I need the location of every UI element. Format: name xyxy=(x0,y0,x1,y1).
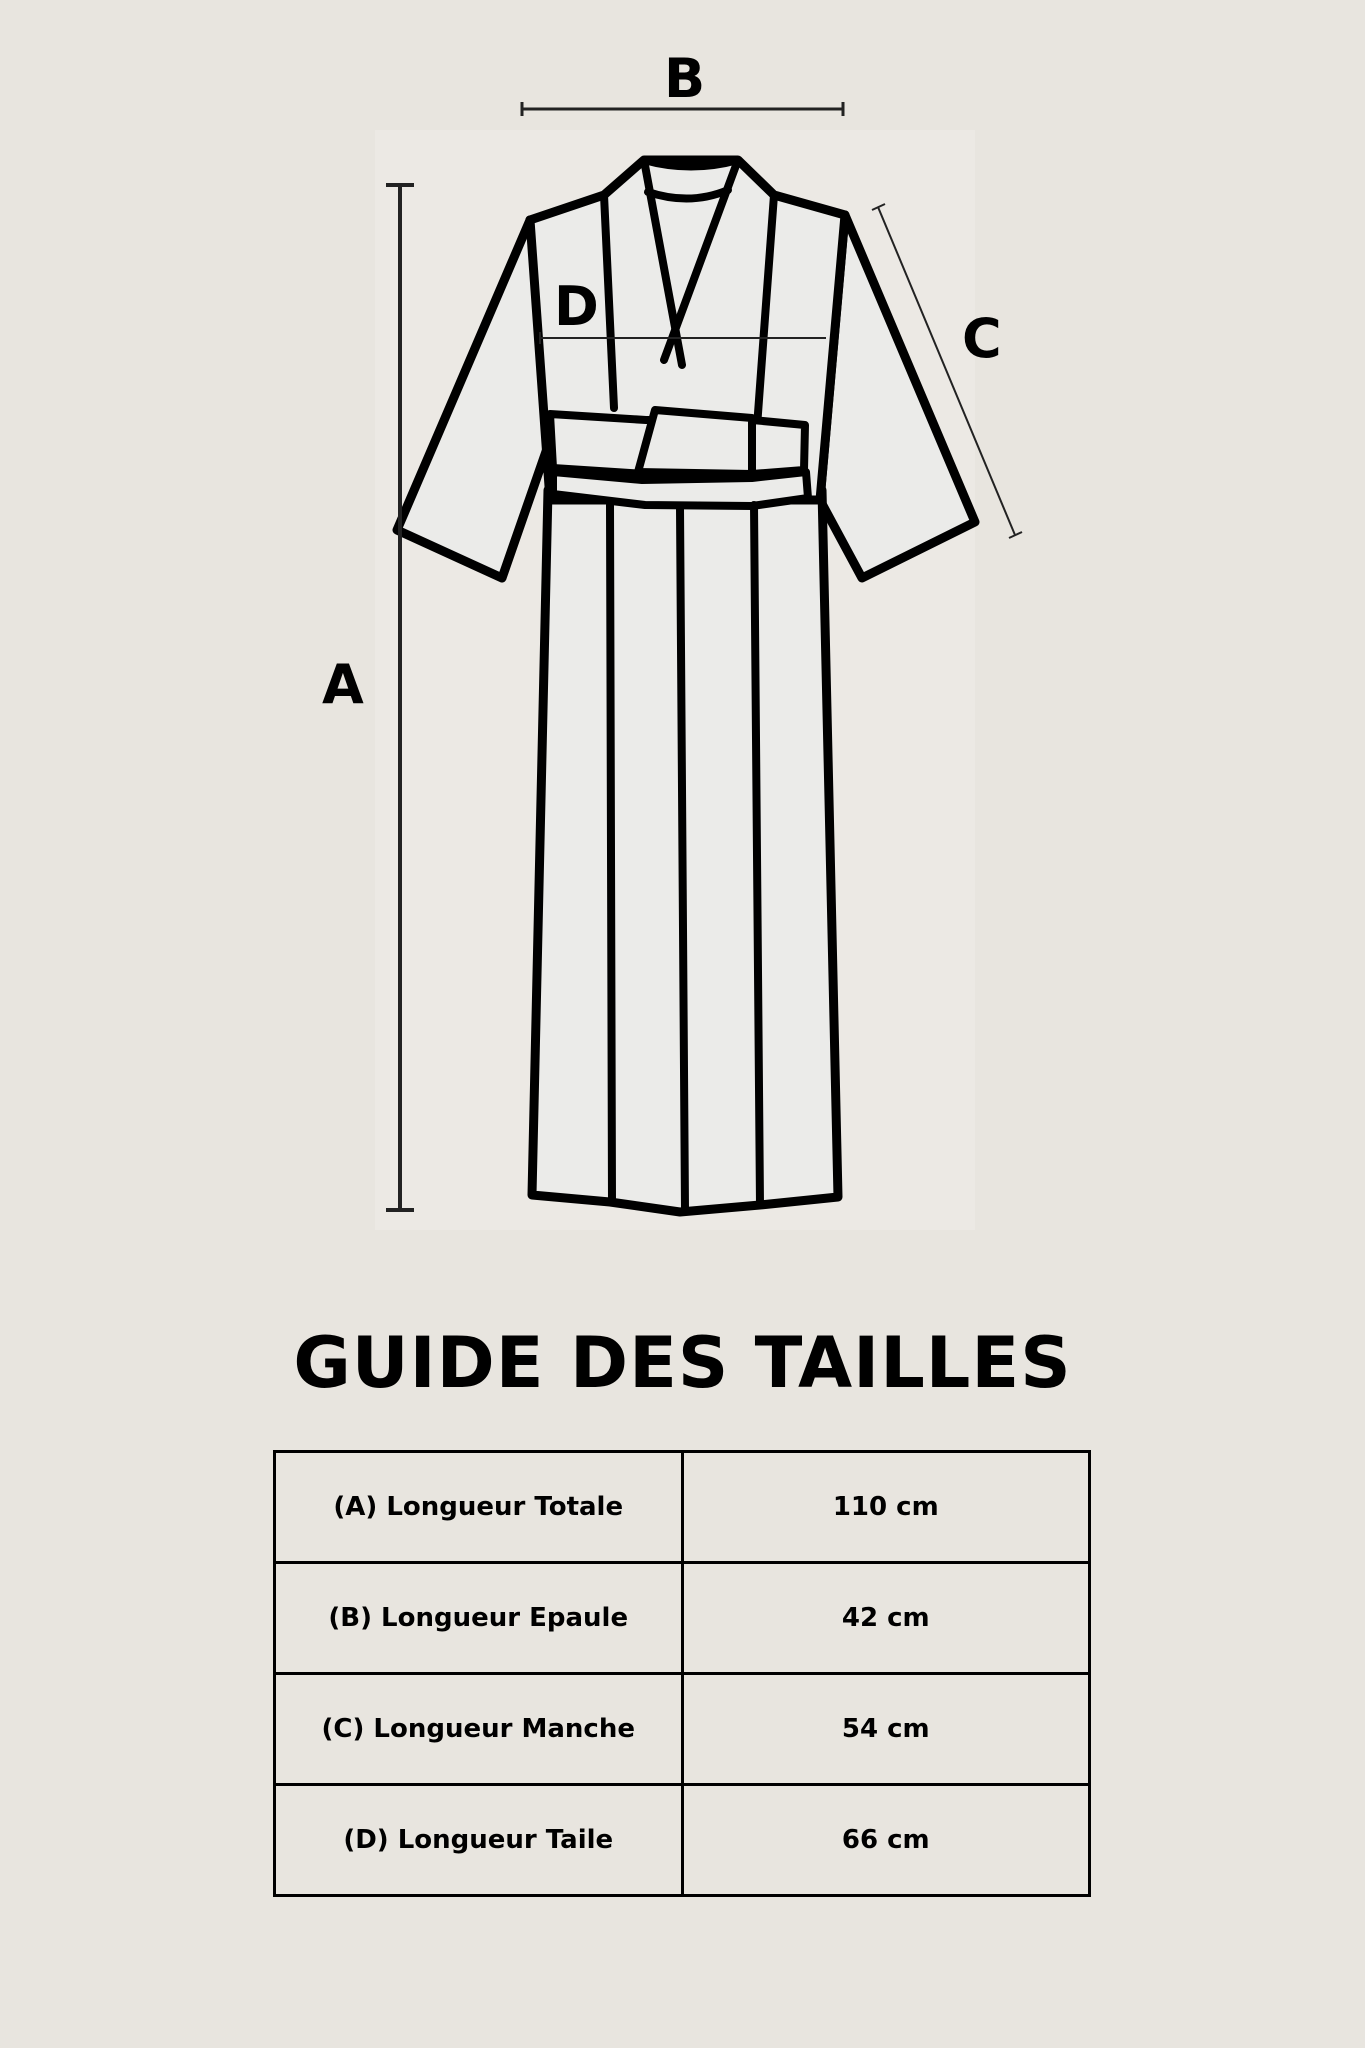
measurement-label: (A) Longueur Totale xyxy=(275,1452,683,1563)
measurement-label: (C) Longueur Manche xyxy=(275,1674,683,1785)
table-row xyxy=(275,1563,1090,1674)
table-row xyxy=(275,1452,1090,1563)
measurement-label: (D) Longueur Taile xyxy=(275,1785,683,1896)
dimension-c-cap-bottom xyxy=(1009,532,1022,538)
dimension-d-label: D xyxy=(554,275,599,338)
pleat-2 xyxy=(680,508,685,1210)
measurement-value: 110 cm xyxy=(682,1452,1090,1563)
dimension-b-label: B xyxy=(664,47,706,110)
pleat-1 xyxy=(610,505,612,1202)
page-title: GUIDE DES TAILLES xyxy=(293,1322,1072,1404)
belt-flap xyxy=(638,410,752,474)
belt-lower xyxy=(553,472,808,506)
table-row xyxy=(275,1785,1090,1896)
measurement-value: 42 cm xyxy=(682,1563,1090,1674)
size-table xyxy=(273,1450,1091,1897)
measurement-value: 66 cm xyxy=(682,1785,1090,1896)
table-row xyxy=(275,1674,1090,1785)
dimension-a-label: A xyxy=(322,653,364,716)
dimension-c-label: C xyxy=(962,307,1002,370)
measurement-label: (B) Longueur Epaule xyxy=(275,1563,683,1674)
measurement-value: 54 cm xyxy=(682,1674,1090,1785)
